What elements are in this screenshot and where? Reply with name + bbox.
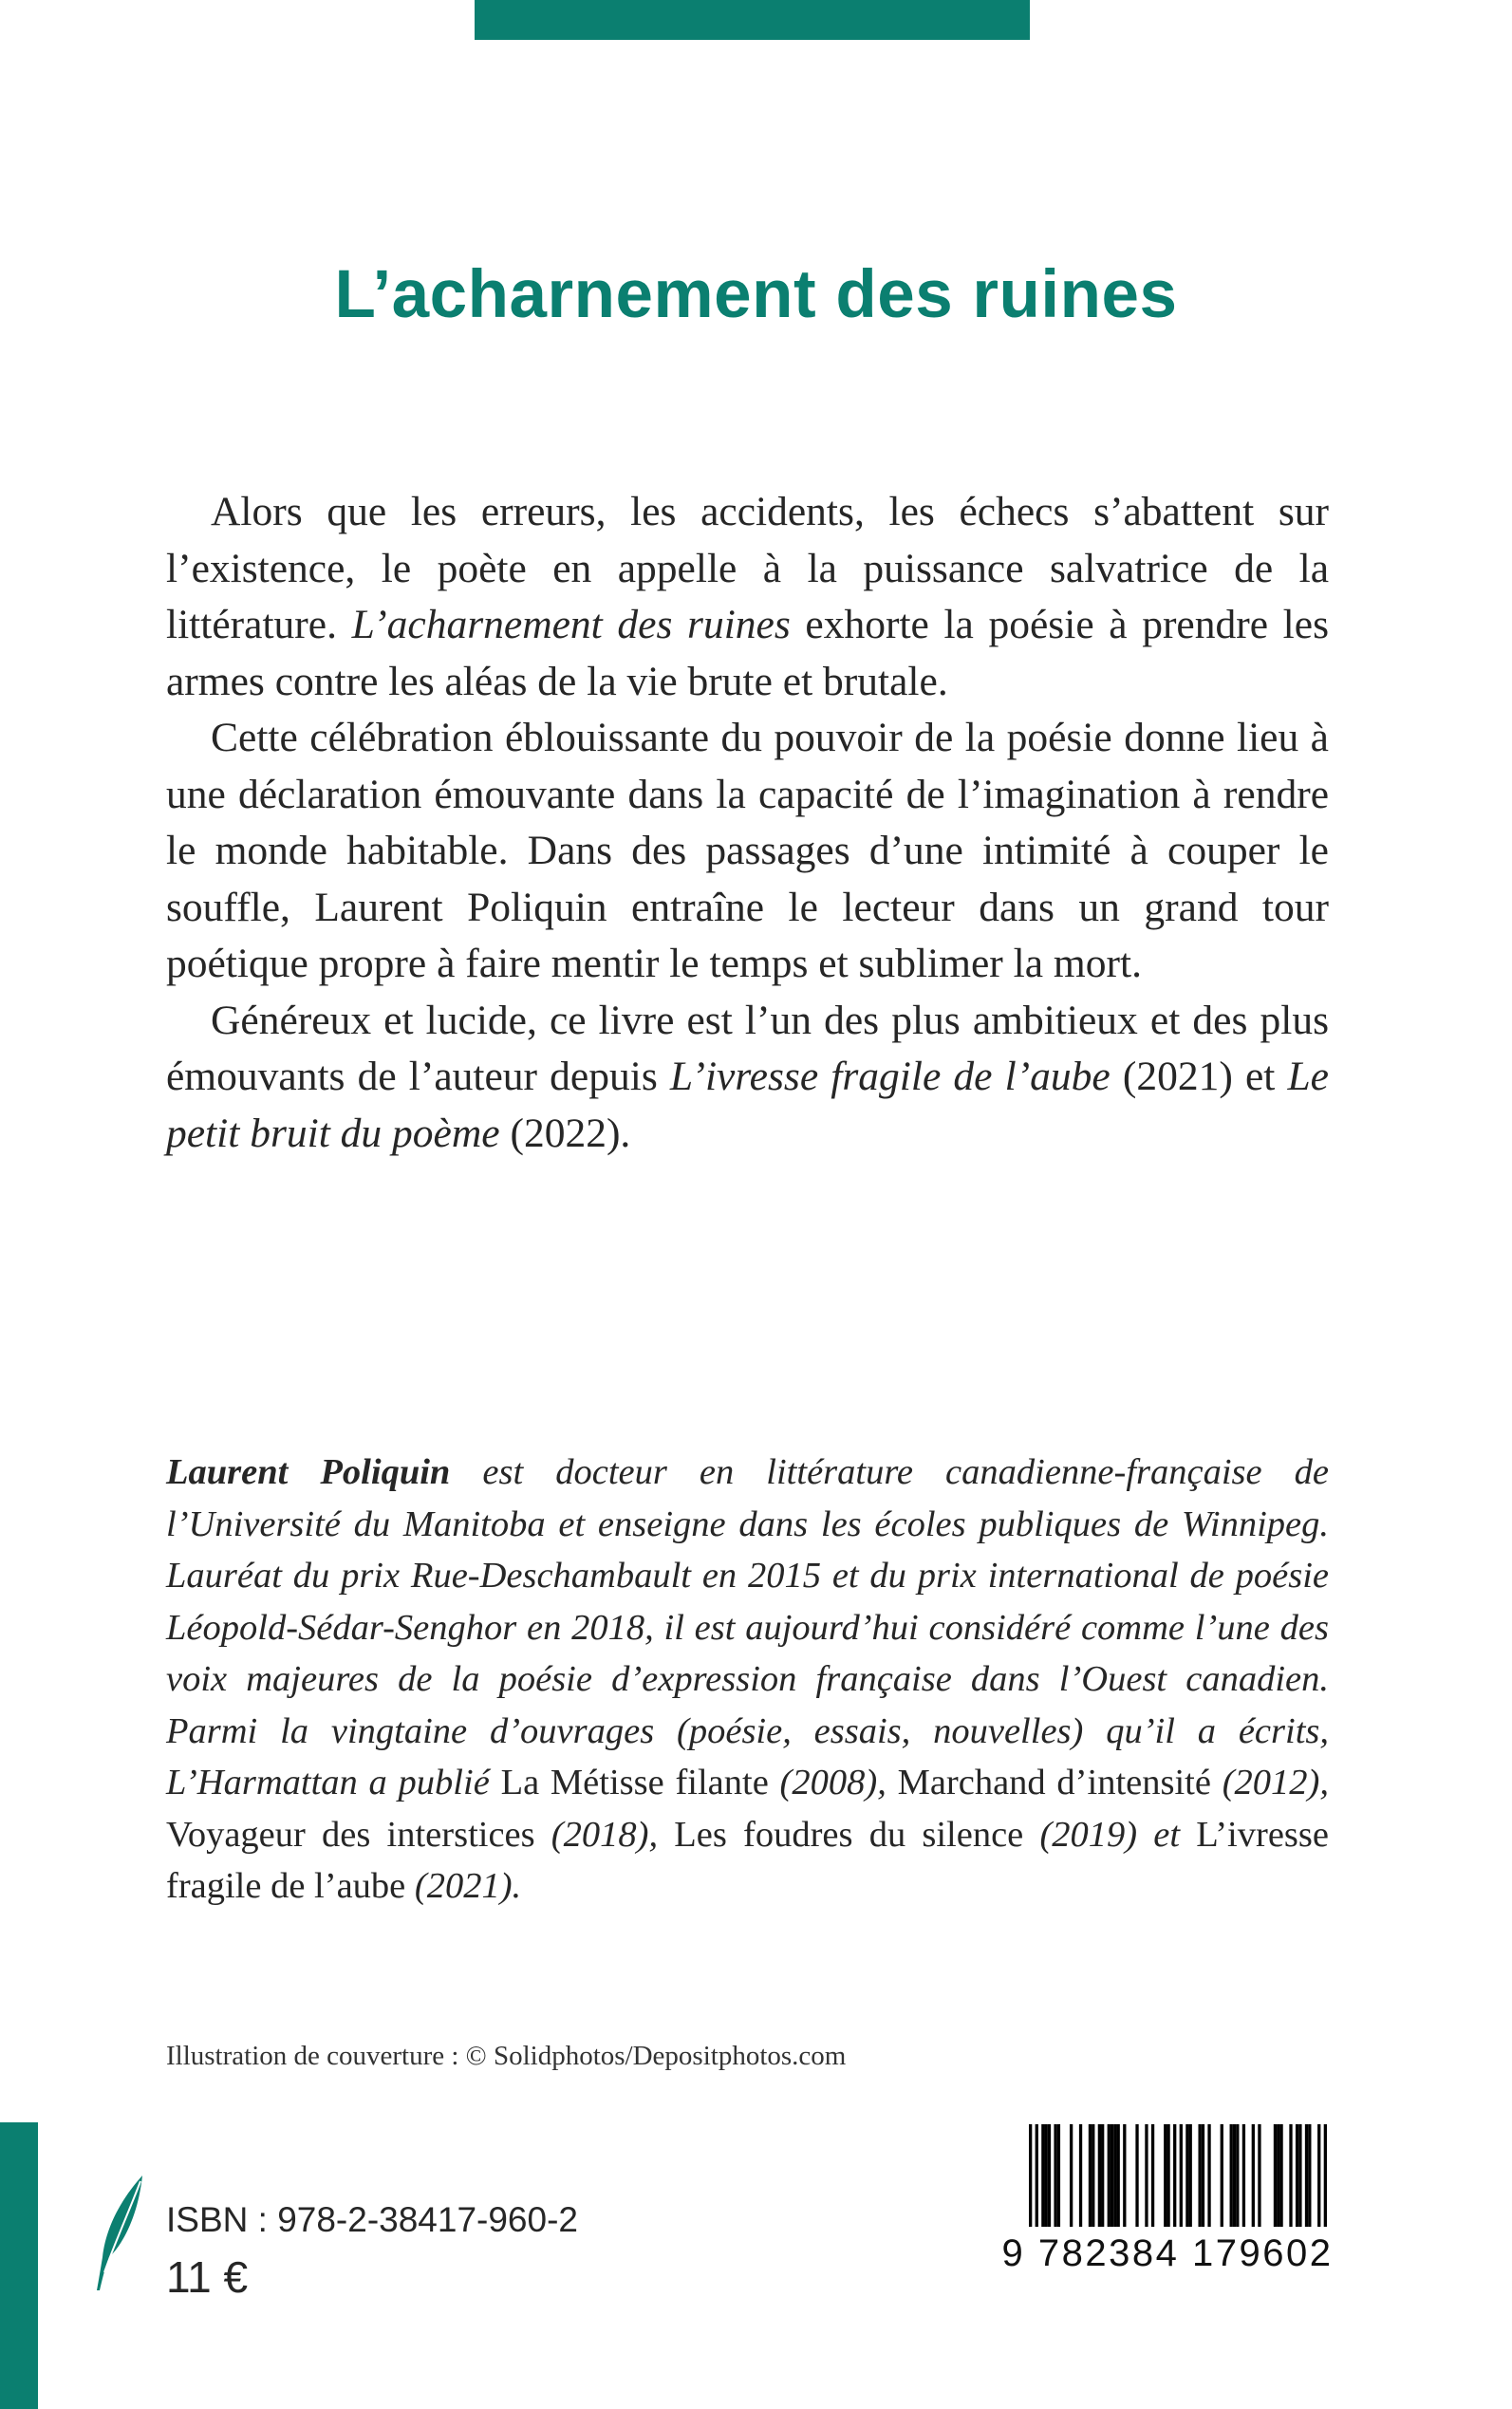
barcode-bar — [1048, 2124, 1051, 2227]
barcode-bar — [1029, 2124, 1032, 2227]
barcode-bar — [1054, 2124, 1056, 2227]
barcode-bar — [1173, 2124, 1176, 2227]
barcode-bar — [1117, 2124, 1120, 2227]
barcode-bar — [1167, 2124, 1169, 2227]
price: 11 € — [166, 2252, 249, 2302]
barcode-bar — [1298, 2124, 1301, 2227]
barcode-bar — [1207, 2124, 1210, 2227]
barcode-bar — [1036, 2124, 1038, 2227]
barcode-bar — [1296, 2124, 1298, 2227]
barcode-bar — [1045, 2124, 1048, 2227]
barcode-bar — [1101, 2124, 1104, 2227]
barcode-digits: 9 782384 179602 — [1001, 2232, 1334, 2274]
left-accent-bar — [0, 2122, 38, 2409]
barcode-bar — [1079, 2124, 1082, 2227]
barcode-bar — [1233, 2124, 1236, 2227]
isbn: ISBN : 978-2-38417-960-2 — [166, 2200, 578, 2239]
barcode-bar — [1111, 2124, 1113, 2227]
barcode-bar — [1113, 2124, 1116, 2227]
barcode-bar — [1242, 2124, 1245, 2227]
barcode-bar — [1317, 2124, 1320, 2227]
barcode-bar — [1123, 2124, 1126, 2227]
author-name: Laurent Poliquin — [166, 1452, 451, 1492]
barcode-bar — [1098, 2124, 1101, 2227]
barcode-bar — [1070, 2124, 1073, 2227]
barcode-bar — [1289, 2124, 1292, 2227]
barcode-bar — [1092, 2124, 1094, 2227]
barcode-bar — [1164, 2124, 1167, 2227]
barcode-bar — [1230, 2124, 1233, 2227]
barcode-bar — [1221, 2124, 1223, 2227]
barcode-bar — [1057, 2124, 1060, 2227]
barcode-bar — [1180, 2124, 1183, 2227]
barcode-bar — [1145, 2124, 1148, 2227]
book-reference: Voyageur des interstices — [166, 1814, 535, 1855]
book-title-reference: L’acharnement des ruines — [351, 602, 791, 647]
barcode-bar — [1308, 2124, 1311, 2227]
top-accent-bar — [475, 0, 1030, 40]
barcode-bar — [1277, 2124, 1279, 2227]
summary-paragraph: Généreux et lucide, ce livre est l’un des plus ambitieux et des plus émouvants de l’auteur depuis L’ivresse fragile de l’aube (2021) et Le petit bruit du poème (2022). — [166, 997, 1329, 1156]
illustration-credit: Illustration de couverture : © Solidphotos/Depositphotos.com — [166, 2041, 847, 2071]
barcode-bar — [1089, 2124, 1092, 2227]
barcode-bar — [1198, 2124, 1201, 2227]
barcode-bar — [1185, 2124, 1188, 2227]
barcode — [1029, 2124, 1327, 2227]
book-summary — [166, 484, 1329, 1162]
book-reference: Les foudres du silence — [674, 1814, 1024, 1855]
barcode-bar — [1252, 2124, 1255, 2227]
barcode-bar — [1279, 2124, 1282, 2227]
barcode-bar — [1274, 2124, 1277, 2227]
book-reference: Marchand d’intensité — [897, 1763, 1211, 1802]
book-reference: La Métisse filante — [500, 1763, 769, 1802]
barcode-bar — [1305, 2124, 1308, 2227]
summary-paragraph: Alors que les erreurs, les accidents, les échecs s’abattent sur l’existence, le poète en appelle à la puissance salvatrice de la littérature. L’acharnement des ruines exhorte la poésie à prendre les armes contre les aléas de la vie brute et brutale. — [166, 489, 1329, 704]
feather-icon — [93, 2174, 150, 2292]
barcode-bar — [1151, 2124, 1154, 2227]
barcode-bar — [1108, 2124, 1111, 2227]
book-title: L’acharnement des ruines — [334, 256, 1178, 332]
barcode-bar — [1258, 2124, 1260, 2227]
book-reference: Le petit bruit du poème — [166, 1054, 1329, 1156]
summary-paragraph: Cette célébration éblouissante du pouvoir de la poésie donne lieu à une déclaration émouvante dans la capacité de l’imagination à rendre le monde habitable. Dans des passages d’une intimité à couper le souffle, Laurent Poliquin entraîne le lecteur dans un grand tour poétique propre à faire mentir le temps et sublimer la mort. — [166, 715, 1329, 986]
barcode-bar — [1135, 2124, 1138, 2227]
barcode-bar — [1041, 2124, 1044, 2227]
book-reference: L’ivresse fragile de l’aube — [166, 1814, 1329, 1906]
author-bio: Laurent Poliquin est docteur en littérature canadienne-française de l’Université du Manitoba et enseigne dans les écoles publiques de Winnipeg. Lauréat du prix Rue-Deschambault en 2015 et du prix international de poésie Léopold-Sédar-Senghor en 2018, il est aujourd’hui considéré comme l’une des voix majeures de la poésie d’expression française dans l’Ouest canadien. Parmi la vingtaine d’ouvrages (poésie, essais, nouvelles) qu’il a écrits, L’Harmattan a publié La Métisse filante (2008), Marchand d’intensité (2012), Voyageur des interstices (2018), Les foudres du silence (2019) et L’ivresse fragile de l’aube (2021). — [166, 1452, 1330, 1906]
book-reference: L’ivresse fragile de l’aube — [669, 1054, 1111, 1099]
barcode-bar — [1189, 2124, 1192, 2227]
barcode-bar — [1324, 2124, 1327, 2227]
barcode-bar — [1202, 2124, 1204, 2227]
barcode-bar — [1236, 2124, 1239, 2227]
